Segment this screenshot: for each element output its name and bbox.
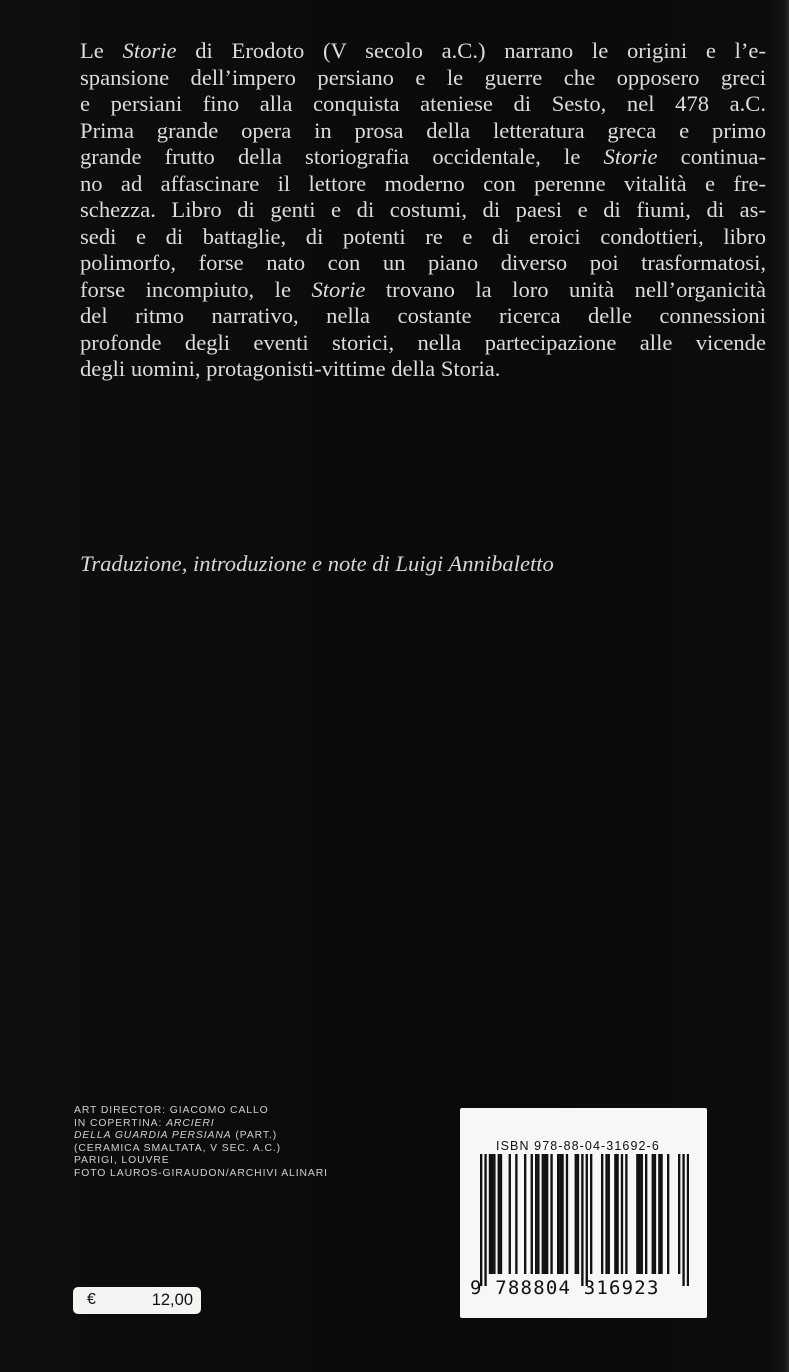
barcode-bar — [678, 1154, 680, 1274]
blurb-line: spansione dell’impero persiano e le guerre che opposero greci — [80, 64, 766, 90]
euro-symbol: € — [87, 1291, 96, 1308]
barcode-bar — [489, 1154, 491, 1274]
barcode-bar — [493, 1154, 495, 1274]
blurb-line: forse incompiuto, le Storie trovano la loro unità nell’organicità — [80, 276, 767, 302]
isbn-number: ISBN 978-88-04-31692-6 — [496, 1139, 660, 1153]
blurb-line: del ritmo narrativo, nella costante ricerca delle connessioni — [80, 303, 766, 328]
barcode-bar — [667, 1154, 669, 1274]
barcode-bar — [515, 1154, 517, 1274]
barcode-bar — [500, 1154, 502, 1274]
barcode-bar — [491, 1154, 493, 1274]
barcode-bar — [509, 1154, 511, 1274]
barcode-bar — [625, 1154, 627, 1274]
barcode-icon — [480, 1154, 689, 1286]
barcode-bar — [484, 1154, 486, 1286]
cover-credits — [74, 1105, 328, 1181]
barcode-bar — [566, 1154, 568, 1274]
blurb-line: e persiani fino alla conquista ateniese di Sesto, nel 478 a.C. — [80, 91, 766, 116]
blurb-line: grande frutto della storiografia occidentale, le Storie continua- — [80, 144, 766, 169]
barcode-bar — [535, 1154, 537, 1274]
blurb-line: profonde degli eventi storici, nella partecipazione alle vicende — [80, 329, 766, 355]
barcode-bar — [550, 1154, 552, 1274]
blurb-line: polimorfo, forse nato con un piano diverso poi trasformatosi, — [80, 250, 766, 275]
barcode-bar — [621, 1154, 623, 1274]
art-director-credit: ART DIRECTOR: GIACOMO CALLO — [74, 1105, 269, 1116]
barcode-bar — [645, 1154, 647, 1274]
blurb-text — [80, 38, 786, 383]
cover-image-location: PARIGI, LOUVRE — [74, 1155, 170, 1167]
barcode-bar — [652, 1154, 654, 1274]
barcode-bar — [616, 1154, 618, 1274]
blurb-line: degli uomini, protagonisti-vittime della Storia. — [80, 356, 501, 381]
barcode-bar — [638, 1154, 640, 1274]
blurb-line: schezza. Libro di genti e di costumi, di paesi e di fiumi, di as- — [80, 197, 766, 222]
barcode-bar — [590, 1154, 592, 1274]
barcode-bar — [641, 1154, 643, 1274]
barcode-bar — [537, 1154, 539, 1274]
barcode-bar — [601, 1154, 603, 1274]
barcode-bar — [687, 1154, 689, 1286]
price-label — [73, 1287, 201, 1314]
barcode-bar — [561, 1154, 563, 1274]
cover-image-material: (CERAMICA SMALTATA, V SEC. A.C.) — [74, 1142, 282, 1154]
blurb-line: Le Storie di Erodoto (V secolo a.C.) narrano le origini e l’e- — [80, 38, 766, 63]
barcode-bar — [524, 1154, 526, 1274]
barcode-bar — [531, 1154, 533, 1274]
barcode-bar — [658, 1154, 660, 1274]
barcode-bar — [586, 1154, 588, 1286]
barcode-bar — [636, 1154, 638, 1274]
blurb-line: sedi e di battaglie, di potenti re e di eroici condottieri, libro — [80, 223, 766, 249]
barcode-bar — [542, 1154, 544, 1274]
barcode-label — [460, 1108, 707, 1318]
cover-image-title: DELLA GUARDIA PERSIANA (PART.) — [74, 1130, 278, 1142]
blurb-line: Prima grande opera in prosa della letteratura greca e primo — [80, 117, 766, 143]
barcode-bar — [654, 1154, 656, 1274]
barcode-bar — [559, 1154, 561, 1274]
barcode-digits: 9 788804 316923 — [470, 1277, 660, 1299]
barcode-bar — [575, 1154, 577, 1274]
barcode-bar — [660, 1154, 662, 1274]
barcode-bar — [577, 1154, 579, 1274]
price-amount: 12,00 — [151, 1291, 193, 1309]
barcode-bar — [498, 1154, 500, 1274]
barcode-bar — [614, 1154, 616, 1274]
barcode-bar — [546, 1154, 548, 1274]
barcode-bar — [682, 1154, 684, 1286]
photo-credit: FOTO LAUROS-GIRAUDON/ARCHIVI ALINARI — [74, 1167, 328, 1179]
barcode-bar — [480, 1154, 482, 1286]
barcode-bar — [557, 1154, 559, 1274]
barcode-bar — [605, 1154, 607, 1274]
cover-image-credit: IN COPERTINA: ARCIERI — [74, 1117, 215, 1129]
blurb-line: no ad affascinare il lettore moderno con perenne vitalità e fre- — [80, 170, 766, 196]
barcode-bar — [608, 1154, 610, 1274]
translator-credit: Traduzione, introduzione e note di Luigi Annibaletto — [80, 551, 554, 576]
barcode-bar — [581, 1154, 583, 1286]
barcode-bar — [544, 1154, 546, 1274]
